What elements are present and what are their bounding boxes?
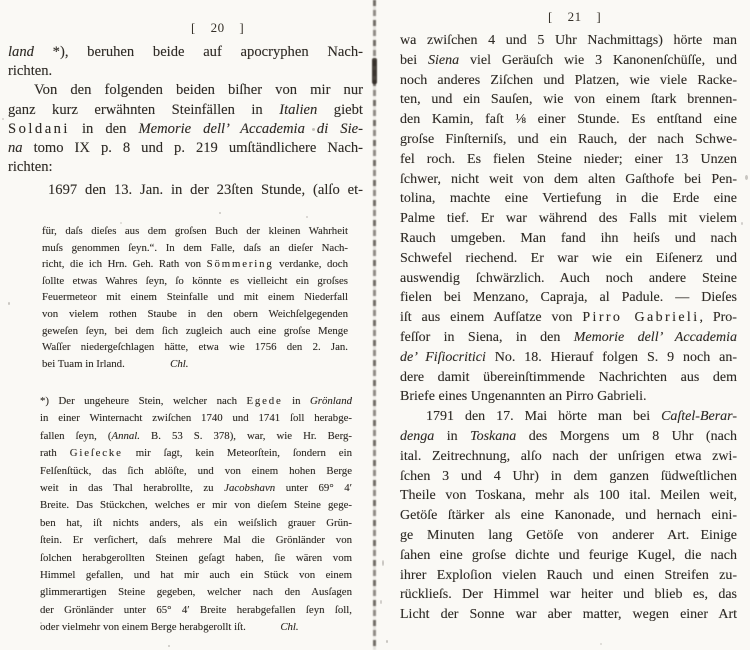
text-segment: Siena xyxy=(427,52,460,68)
text-segment: *), beruhen beide auf apocryphen Nach- xyxy=(33,44,363,60)
text-segment: in xyxy=(434,428,471,444)
text-line xyxy=(8,181,363,200)
text-segment: rath xyxy=(40,447,70,460)
text-segment: dere damit übereinſtimmende Nachrichten aus dem xyxy=(400,369,737,385)
text-segment: 1697 den 13. Jan. in der 23ſten Stunde, (alſo et- xyxy=(48,182,363,199)
text-segment: giebt xyxy=(317,101,363,118)
scan-speckle xyxy=(745,175,748,180)
text-line xyxy=(400,585,737,605)
text-segment: ganz kurz erwähnten Steinfällen in xyxy=(8,101,280,118)
text-segment: Caſtel-Berar- xyxy=(661,409,737,425)
text-line xyxy=(42,339,348,356)
text-segment: fielen bei Menzano, Capraja, al Padule. — Dieſes xyxy=(400,290,737,306)
text-segment: Italien xyxy=(279,101,318,118)
page-number-right: [ 21 ] xyxy=(548,9,602,24)
text-line xyxy=(40,567,352,584)
text-segment: Licht der Sonne war aber matter, wegen einer Art xyxy=(400,607,737,623)
text-segment: auswendig ſchwärzlich. Auch noch andere Steine xyxy=(400,270,737,286)
left-page-footnote-continued xyxy=(42,223,348,372)
text-segment: Feuermeteor mit einem Steinfalle und mit einem Niederfall xyxy=(42,291,348,304)
text-line xyxy=(400,110,737,130)
text-line xyxy=(42,273,348,290)
text-line xyxy=(400,526,737,546)
text-segment: No. 18. Hierauf folgen S. 9 noch an- xyxy=(485,349,737,365)
text-line xyxy=(400,447,737,467)
text-line xyxy=(8,139,363,158)
text-segment: ge Minuten lang Getöſe von anderer Art. xyxy=(400,527,690,543)
text-segment: feſſor in Siena, in den xyxy=(400,329,574,345)
text-line xyxy=(400,467,737,487)
book-gutter-line xyxy=(373,0,376,650)
text-segment: der Grönländer unter 65° 4′ Breite herabgefallen ſeyn ſoll, xyxy=(40,603,352,616)
text-line xyxy=(8,43,363,62)
right-page-main-text xyxy=(400,31,737,625)
text-segment: noch anderes Ziſchen und Platzen, wie viele Racke- xyxy=(400,72,737,88)
page-number-left: [ 20 ] xyxy=(191,20,245,35)
text-line xyxy=(40,428,352,445)
text-segment: richt, die ich Hrn. Geh. Rath von xyxy=(42,258,207,271)
text-segment: Theile von Toskana, mehr als 100 ital. Meilen weit, xyxy=(400,488,737,504)
scan-speckle xyxy=(312,128,315,131)
text-segment: Memorie dell’ Accademia di Sie- xyxy=(138,120,363,137)
text-segment: Soldani xyxy=(8,120,70,137)
text-line xyxy=(42,240,348,257)
text-line xyxy=(40,463,352,480)
text-segment: rücklieſs. Der Himmel war heiter und blieb es, das xyxy=(400,587,737,603)
text-line xyxy=(42,306,348,323)
scan-speckle xyxy=(600,643,602,645)
text-segment: unter 69° 4′ xyxy=(275,482,352,495)
text-segment: fel roch. Es fielen Steine nieder; einer 13 Unzen xyxy=(400,151,737,167)
text-line xyxy=(400,150,737,170)
text-gap xyxy=(246,619,281,636)
text-line xyxy=(40,550,352,567)
text-segment: den Kamin, faſt ⅛ einer Stunde. Es entſtand eine xyxy=(400,112,737,128)
text-segment: Annal. xyxy=(111,429,141,442)
text-segment: tomo IX p. 8 und p. 219 umſtändlichere Nach- xyxy=(22,140,363,157)
text-segment: Sömmering xyxy=(206,258,274,271)
text-segment: B. 53 S. 378), war, wie Hr. Berg- xyxy=(140,429,352,442)
scan-speckle xyxy=(741,222,743,225)
text-line xyxy=(400,170,737,190)
text-line xyxy=(400,546,737,566)
text-line xyxy=(42,356,348,373)
text-line xyxy=(8,120,363,139)
scan-speckle xyxy=(382,560,384,566)
text-line xyxy=(400,308,737,328)
text-line xyxy=(8,158,363,177)
text-segment: Toskana xyxy=(470,428,517,444)
text-segment: *) Der ungeheure Stein, welcher nach xyxy=(40,395,247,407)
text-line xyxy=(400,506,737,526)
text-line xyxy=(400,269,737,289)
text-line xyxy=(40,480,352,497)
text-line xyxy=(400,51,737,71)
text-line xyxy=(40,497,352,514)
text-gap xyxy=(689,526,700,546)
text-segment: Pirro Gabrieli xyxy=(582,310,700,326)
text-segment: ſchwer, nicht weit von dem alten Gaſthofe bei Pen- xyxy=(400,171,737,187)
text-line xyxy=(400,209,737,229)
text-line xyxy=(40,393,352,410)
text-segment: iſt aus einem Aufſatze von xyxy=(400,310,583,326)
scan-speckle xyxy=(380,600,382,604)
text-segment: , Pro- xyxy=(699,310,737,326)
text-segment: Rauch umgeben. Man fand ihn heiſs und nach xyxy=(400,230,737,246)
text-line xyxy=(8,81,363,100)
text-segment: Schwefel riechend. Er war wie ein Eiſenerz und xyxy=(400,250,737,266)
text-line xyxy=(400,407,737,427)
text-segment: mir ſagt, kein Meteorſtein, ſondern ein xyxy=(122,447,352,460)
text-segment: ſollte etwas Wahres ſeyn, ſo könnte es vielleicht ein groſses xyxy=(42,274,348,287)
text-segment: in xyxy=(282,395,310,407)
scan-speckle xyxy=(386,640,388,643)
text-segment: richten. xyxy=(8,63,53,80)
text-segment: von vielem rothen Staube in den obern Weichſelgegenden xyxy=(42,307,348,320)
text-segment: Einige xyxy=(700,527,737,543)
text-line xyxy=(8,62,363,81)
text-segment: ben hat, iſt nichts anders, als ein weiſslich grauer Grün- xyxy=(40,516,352,529)
text-line xyxy=(400,130,737,150)
text-segment: für, daſs dieſes aus dem groſsen Buch der kleinen Wahrheit xyxy=(42,225,348,237)
text-segment: ten, und ein Sauſen, wie von einem ſtark brennen- xyxy=(400,92,737,108)
text-segment: bei xyxy=(400,52,428,68)
text-segment: na xyxy=(8,140,23,157)
text-segment: Getöſe ſtärker als eine Kanonade, und hernach eini- xyxy=(400,508,737,524)
scan-speckle xyxy=(40,622,42,624)
text-segment: Briefe eines Ungenannten an Pirro Gabrieli. xyxy=(400,389,647,405)
text-segment: in den xyxy=(69,120,139,137)
left-page-main-text xyxy=(8,43,363,201)
text-segment: weit in das Thal herabrollte, zu xyxy=(40,482,225,495)
text-line xyxy=(400,90,737,110)
text-line xyxy=(400,348,737,368)
text-segment: 1791 den 17. Mai hörte man bei xyxy=(426,409,662,425)
text-segment: ſahen eine groſse dichte und feurige Kugel, die nach xyxy=(400,547,737,563)
text-line xyxy=(400,368,737,388)
text-line xyxy=(42,289,348,306)
text-line xyxy=(40,445,352,462)
text-line xyxy=(400,229,737,249)
text-line xyxy=(400,31,737,51)
text-segment: ſolchen herabgerollten Steinen geſagt haben, ſie wären vom xyxy=(40,551,352,564)
text-line xyxy=(42,256,348,273)
text-line xyxy=(400,387,737,407)
text-line xyxy=(40,532,352,549)
text-segment: Himmel gefallen, und hat mir auch ein Stück von einem xyxy=(40,569,352,582)
text-line xyxy=(400,605,737,625)
text-line xyxy=(40,619,352,636)
text-segment: Egede xyxy=(246,395,283,407)
left-page-footnote-asterisk xyxy=(40,393,352,637)
text-segment: verdanke, doch xyxy=(273,258,348,271)
scan-speckle xyxy=(219,212,221,214)
text-segment: Felſenſtück, das ſich ablöſte, und von einem hohen Berge xyxy=(40,464,352,477)
text-segment: land xyxy=(8,44,34,60)
text-line xyxy=(400,486,737,506)
text-line xyxy=(40,410,352,427)
text-line xyxy=(400,71,737,91)
scan-speckle xyxy=(2,118,4,120)
text-segment: ſchen 3 und 4 Uhr) in dem ganzen ſüdweſtlichen xyxy=(400,468,737,484)
text-segment: in einer Winternacht zwiſchen 1740 und 1741 ſoll herabge- xyxy=(40,412,352,425)
scan-speckle xyxy=(120,222,122,224)
text-line xyxy=(400,328,737,348)
text-segment: Gieſecke xyxy=(69,447,123,460)
text-line xyxy=(8,101,363,120)
text-segment: tolina, machte eine Vertiefung in die Erde eine xyxy=(400,191,737,207)
text-segment: geweſen ſeyn, bei dem ſich zugleich auch eine groſse Menge xyxy=(42,324,348,337)
text-segment: ital. Zeitrechnung, alſo nach der unſrigen etwa zwi- xyxy=(400,448,737,464)
text-segment: des Morgens um 8 Uhr (nach xyxy=(516,428,738,444)
text-segment: de’ Fiſiocritici xyxy=(400,349,486,365)
text-segment: oder vielmehr von einem Berge herabgerollt iſt. xyxy=(40,621,246,634)
text-line xyxy=(42,223,348,240)
scan-speckle xyxy=(168,645,170,647)
gutter-ink-blob xyxy=(372,58,377,84)
text-segment: wa zwiſchen 4 und 5 Uhr Nachmittags) hörte man xyxy=(400,33,737,48)
text-segment: Waſſer niedergeſchlagen hätte, etwa wie 1756 den 2. Jan. xyxy=(42,341,348,354)
text-segment: Breite. Das Stückchen, welches er mir von dieſem Steine gege- xyxy=(40,499,352,512)
text-line xyxy=(400,249,737,269)
text-segment: Memorie dell’ Accademia xyxy=(573,329,737,345)
text-segment: ſtein. Er verſichert, daſs mehrere Mal die Grönländer von xyxy=(40,534,352,547)
text-segment: Chl. xyxy=(170,357,189,370)
scan-speckle xyxy=(355,93,357,95)
text-segment: glimmerartigen Steine gegeben, welcher nach den Ausſagen xyxy=(40,586,352,599)
text-line xyxy=(40,584,352,601)
text-segment: Chl. xyxy=(280,621,299,634)
text-line xyxy=(400,189,737,209)
text-line xyxy=(40,515,352,532)
text-segment: Grönland xyxy=(310,395,352,407)
text-segment: denga xyxy=(400,428,435,444)
text-segment: Palme tief. Er war während des Falls mit vielem xyxy=(400,211,737,227)
text-segment: Von den folgenden beiden biſher von mir nur xyxy=(34,82,363,99)
text-line xyxy=(400,566,737,586)
text-segment: Jacobshavn xyxy=(224,482,276,495)
text-line xyxy=(40,602,352,619)
text-segment: bei Tuam in Irland. xyxy=(42,357,125,370)
text-segment: fallen ſeyn, ( xyxy=(40,429,112,442)
text-segment: ihrer Exploſion vielen Rauch und einen Streifen zu- xyxy=(400,567,737,583)
text-line xyxy=(400,288,737,308)
text-segment: groſse Finſterniſs, und ein Rauch, der nach Schwe- xyxy=(400,131,737,147)
text-segment: muſs genommen ſeyn.“. In dem Falle, daſs an dieſer Nach- xyxy=(42,241,348,254)
scan-speckle xyxy=(306,216,308,218)
text-segment: viel Geräuſch wie 3 Kanonenſchüſſe, und xyxy=(459,52,737,68)
text-line xyxy=(400,427,737,447)
text-line xyxy=(42,323,348,340)
text-segment: richten: xyxy=(8,159,53,176)
scan-speckle xyxy=(8,302,10,305)
text-gap xyxy=(125,356,170,373)
